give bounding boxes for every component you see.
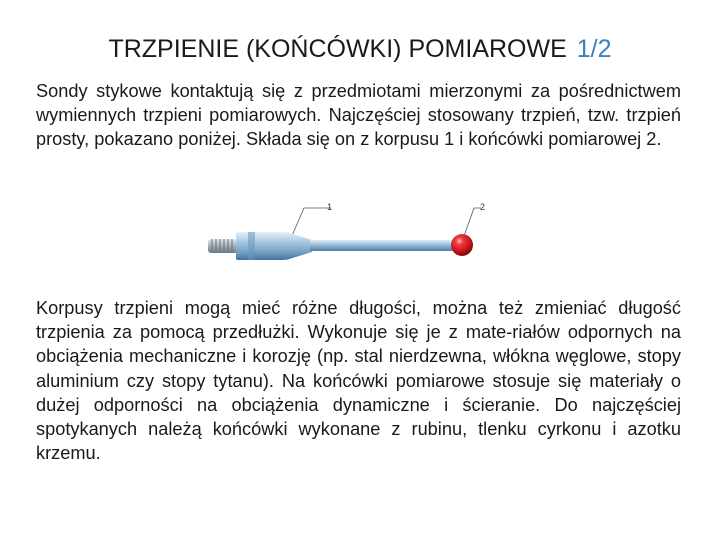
slide-page-number: 1/2 [576,35,612,63]
slide-title-text: TRZPIENIE (KOŃCÓWKI) POMIAROWE [108,35,567,63]
stylus-stem [310,240,456,251]
slide-title [0,33,720,65]
paragraph-intro: Sondy stykowe kontaktują się z przedmiotami mierzonymi za pośrednictwem wymiennych trzpieni pomiarowych. Najczęściej stosowany trzpień, tzw. trzpień prosty, pokazano poniżej. Składa się on z korpusu 1 i końcówki pomiarowej 2. [36,81,681,150]
stylus-ruby-tip [451,234,473,256]
stylus-illustration [196,196,496,270]
paragraph-materials: Korpusy trzpieni mogą mieć różne długości, można też zmieniać długość trzpienia za pomocą przedłużki. Wykonuje się je z mate-riałów odpornych na obciążenia mechaniczne i korozję (np. stal nierdzewna, włókna węglowe, stopy aluminium czy stopy tytanu). Na końcówki pomiarowe stosuje się materiały o dużej odporności na obciążenia dynamiczne i ścieranie. Do najczęściej spotykanych należą końcówki wykonane z rubinu, tlenku cyrkonu i azotku krzemu. [36,298,681,464]
callout-line-body [291,208,331,238]
callout-line-tip [464,208,481,236]
label-body-number: 1 [327,202,333,212]
label-tip-number: 2 [480,202,486,212]
stylus-body [236,232,312,260]
stylus-thread [208,239,238,253]
